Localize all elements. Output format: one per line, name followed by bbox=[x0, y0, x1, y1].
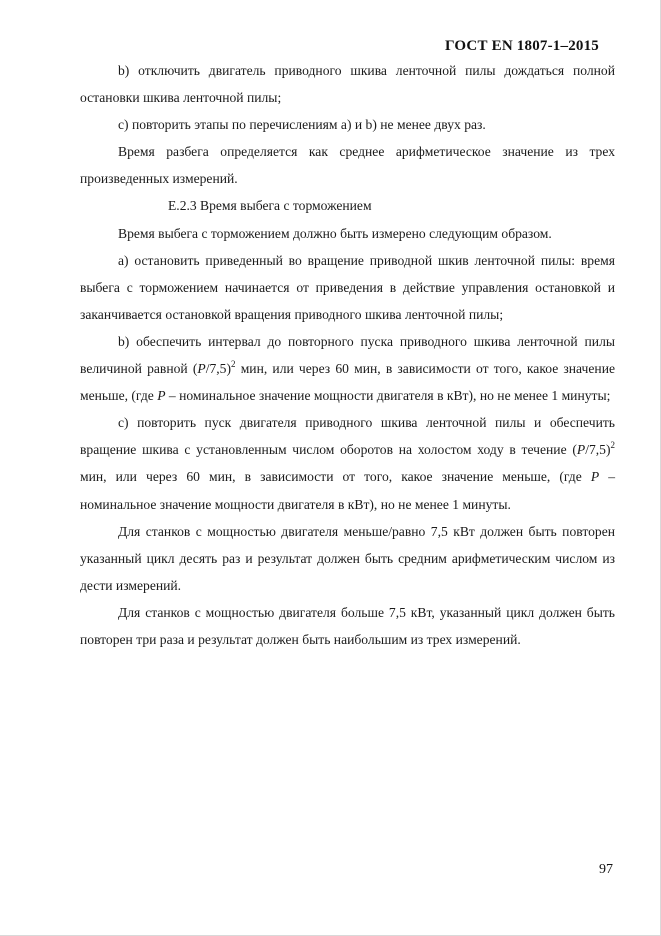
formula: $(P/7,5)^2$ bbox=[572, 440, 615, 458]
formula: $(P/7,5)^2$ bbox=[192, 359, 236, 377]
list-item-c-restart bbox=[80, 409, 615, 517]
body-text bbox=[80, 57, 615, 653]
standard-header: ГОСТ EN 1807-1–2015 bbox=[445, 38, 599, 54]
list-item-b-stop: b) отключить двигатель приводного шкива ленточной пилы дождаться полной остановки шкива ленточной пилы; bbox=[80, 63, 615, 106]
page-number: 97 bbox=[599, 862, 613, 877]
paragraph-runup-time: Время разбега определяется как среднее арифметическое значение из трех произведенных измерений. bbox=[80, 144, 615, 187]
paragraph-braking-intro: Время выбега с торможением должно быть измерено следующим образом. bbox=[118, 225, 552, 241]
power-variable: P bbox=[590, 469, 600, 485]
list-item-a-braking: a) остановить приведенный во вращение приводной шкив ленточной пилы: время выбега с торможением начинается от приведения в действие управления остановкой и заканчивается остановкой вращения приводного шкива ленточной пилы; bbox=[80, 252, 615, 322]
paragraph-large-machines: Для станков с мощностью двигателя больше 7,5 кВт, указанный цикл должен быть повторен три раза и результат должен быть наибольшим из трех измерений. bbox=[80, 604, 615, 647]
paragraph-small-machines: Для станков с мощностью двигателя меньше/равно 7,5 кВт должен быть повторен указанный цикл десять раз и результат должен быть средним арифметическим числом из дести измерений. bbox=[80, 523, 615, 593]
section-number: E.2.3 bbox=[168, 198, 197, 214]
text-segment: мин, или через 60 мин, в зависимости от того, какое значение меньше, (где bbox=[80, 361, 616, 404]
text-segment: мин, или через 60 мин, в зависимости от того, какое значение меньше, (где bbox=[80, 469, 582, 485]
section-title: Время выбега с торможением bbox=[200, 198, 372, 214]
list-item-c-repeat: c) повторить этапы по перечислениям a) и b) не менее двух раз. bbox=[118, 117, 486, 133]
list-item-b-interval bbox=[80, 328, 615, 409]
text-segment: c) повторить пуск двигателя приводного шкива ленточной пилы и обеспечить вращение шкива с установленным числом оборотов на холостом ходу в течение bbox=[80, 415, 615, 458]
power-variable: P bbox=[157, 388, 166, 404]
text-segment: – номинальное значение мощности двигателя в кВт), но не менее 1 минуты. bbox=[80, 469, 616, 512]
text-segment: b) обеспечить интервал до повторного пуска приводного шкива ленточной пилы величиной равной bbox=[80, 333, 615, 377]
section-heading bbox=[80, 192, 615, 219]
text-segment: – номинальное значение мощности двигателя в кВт), но не менее 1 минуты; bbox=[168, 388, 611, 404]
